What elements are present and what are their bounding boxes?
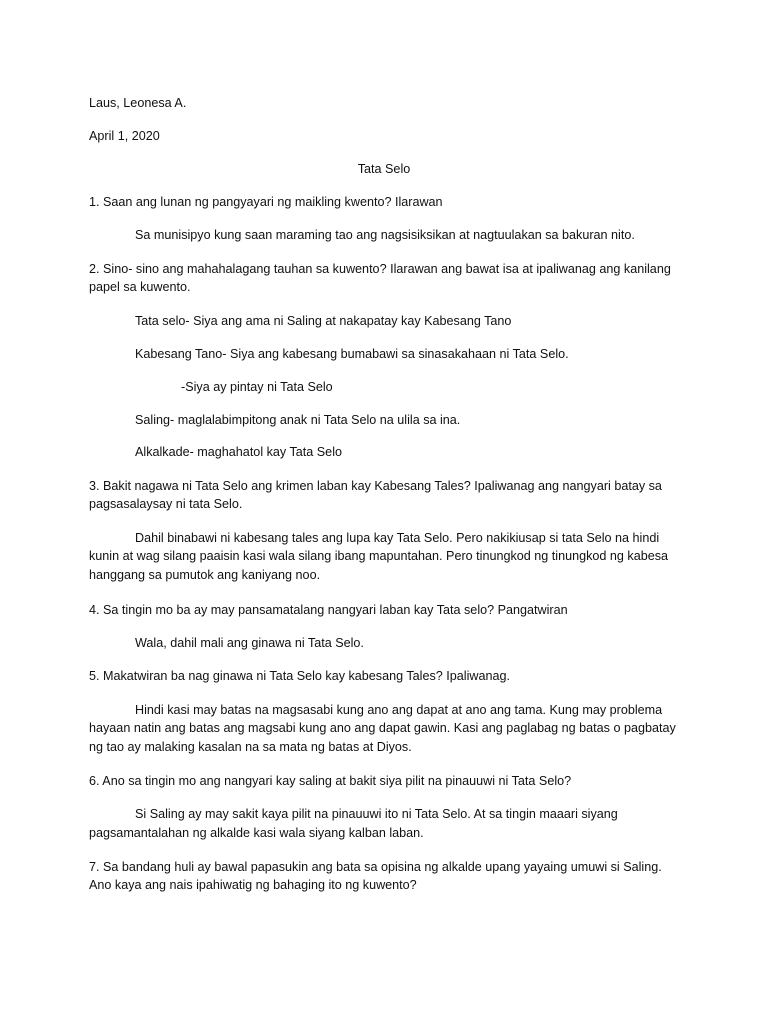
- answer-3-line-3: hanggang sa pumutok ang kaniyang noo.: [89, 568, 321, 582]
- answer-5-line-3: ng tao ay malaking kasalan na sa mata ng batas at Diyos.: [89, 740, 412, 754]
- answer-2-alkalde: Alkalkade- maghahatol kay Tata Selo: [135, 445, 342, 459]
- answer-4: Wala, dahil mali ang ginawa ni Tata Selo.: [135, 636, 364, 650]
- question-7-line-1: 7. Sa bandang huli ay bawal papasukin ang bata sa opisina ng alkalde upang yayaing umuwi si Saling.: [89, 860, 662, 874]
- answer-2-kabesang-tano-note: -Siya ay pintay ni Tata Selo: [181, 380, 333, 394]
- answer-2-kabesang-tano: Kabesang Tano- Siya ang kabesang bumabawi sa sinasakahaan ni Tata Selo.: [135, 347, 569, 361]
- question-7-line-2: Ano kaya ang nais ipahiwatig ng bahaging ito ng kuwento?: [89, 878, 417, 892]
- question-3-line-1: 3. Bakit nagawa ni Tata Selo ang krimen laban kay Kabesang Tales? Ipaliwanag ang nangyari batay sa: [89, 479, 662, 493]
- document-title: Tata Selo: [357, 162, 411, 176]
- answer-5-line-2: hayaan natin ang batas ang magsabi kung ano ang dapat gawin. Kasi ang paglabag ng batas o pagbatay: [89, 721, 676, 735]
- answer-3-line-1: Dahil binabawi ni kabesang tales ang lupa kay Tata Selo. Pero nakikiusap si tata Selo na hindi: [135, 531, 660, 545]
- question-5: 5. Makatwiran ba nag ginawa ni Tata Selo kay kabesang Tales? Ipaliwanag.: [89, 669, 510, 683]
- question-2-line-2: papel sa kuwento.: [89, 280, 191, 294]
- answer-3-line-2: kunin at wag silang paaisin kasi wala silang ibang mapuntahan. Pero tinungkod ng tinungkod ng kabesa: [89, 549, 669, 563]
- answer-2-saling: Saling- maglalabimpitong anak ni Tata Selo na ulila sa ina.: [135, 413, 461, 427]
- question-2-line-1: 2. Sino- sino ang mahahalagang tauhan sa kuwento? Ilarawan ang bawat isa at ipaliwanag ang kanilang: [89, 262, 671, 276]
- question-3-line-2: pagsasalaysay ni tata Selo.: [89, 497, 243, 511]
- document-date: April 1, 2020: [89, 129, 160, 143]
- question-6: 6. Ano sa tingin mo ang nangyari kay saling at bakit siya pilit na pinauuwi ni Tata Selo?: [89, 774, 572, 788]
- answer-6-line-2: pagsamantalahan ng alkalde kasi wala siyang kalban laban.: [89, 826, 424, 840]
- answer-5-line-1: Hindi kasi may batas na magsasabi kung ano ang dapat at ano ang tama. Kung may problema: [135, 703, 663, 717]
- question-4: 4. Sa tingin mo ba ay may pansamatalang nangyari laban kay Tata selo? Pangatwiran: [89, 603, 568, 617]
- answer-1: Sa munisipyo kung saan maraming tao ang nagsisiksikan at nagtuulakan sa bakuran nito.: [135, 228, 635, 242]
- question-1: 1. Saan ang lunan ng pangyayari ng maikling kwento? Ilarawan: [89, 195, 443, 209]
- author-name: Laus, Leonesa A.: [89, 96, 187, 110]
- answer-2-tata-selo: Tata selo- Siya ang ama ni Saling at nakapatay kay Kabesang Tano: [135, 314, 512, 328]
- answer-6-line-1: Si Saling ay may sakit kaya pilit na pinauuwi ito ni Tata Selo. At sa tingin maaari siyang: [135, 807, 618, 821]
